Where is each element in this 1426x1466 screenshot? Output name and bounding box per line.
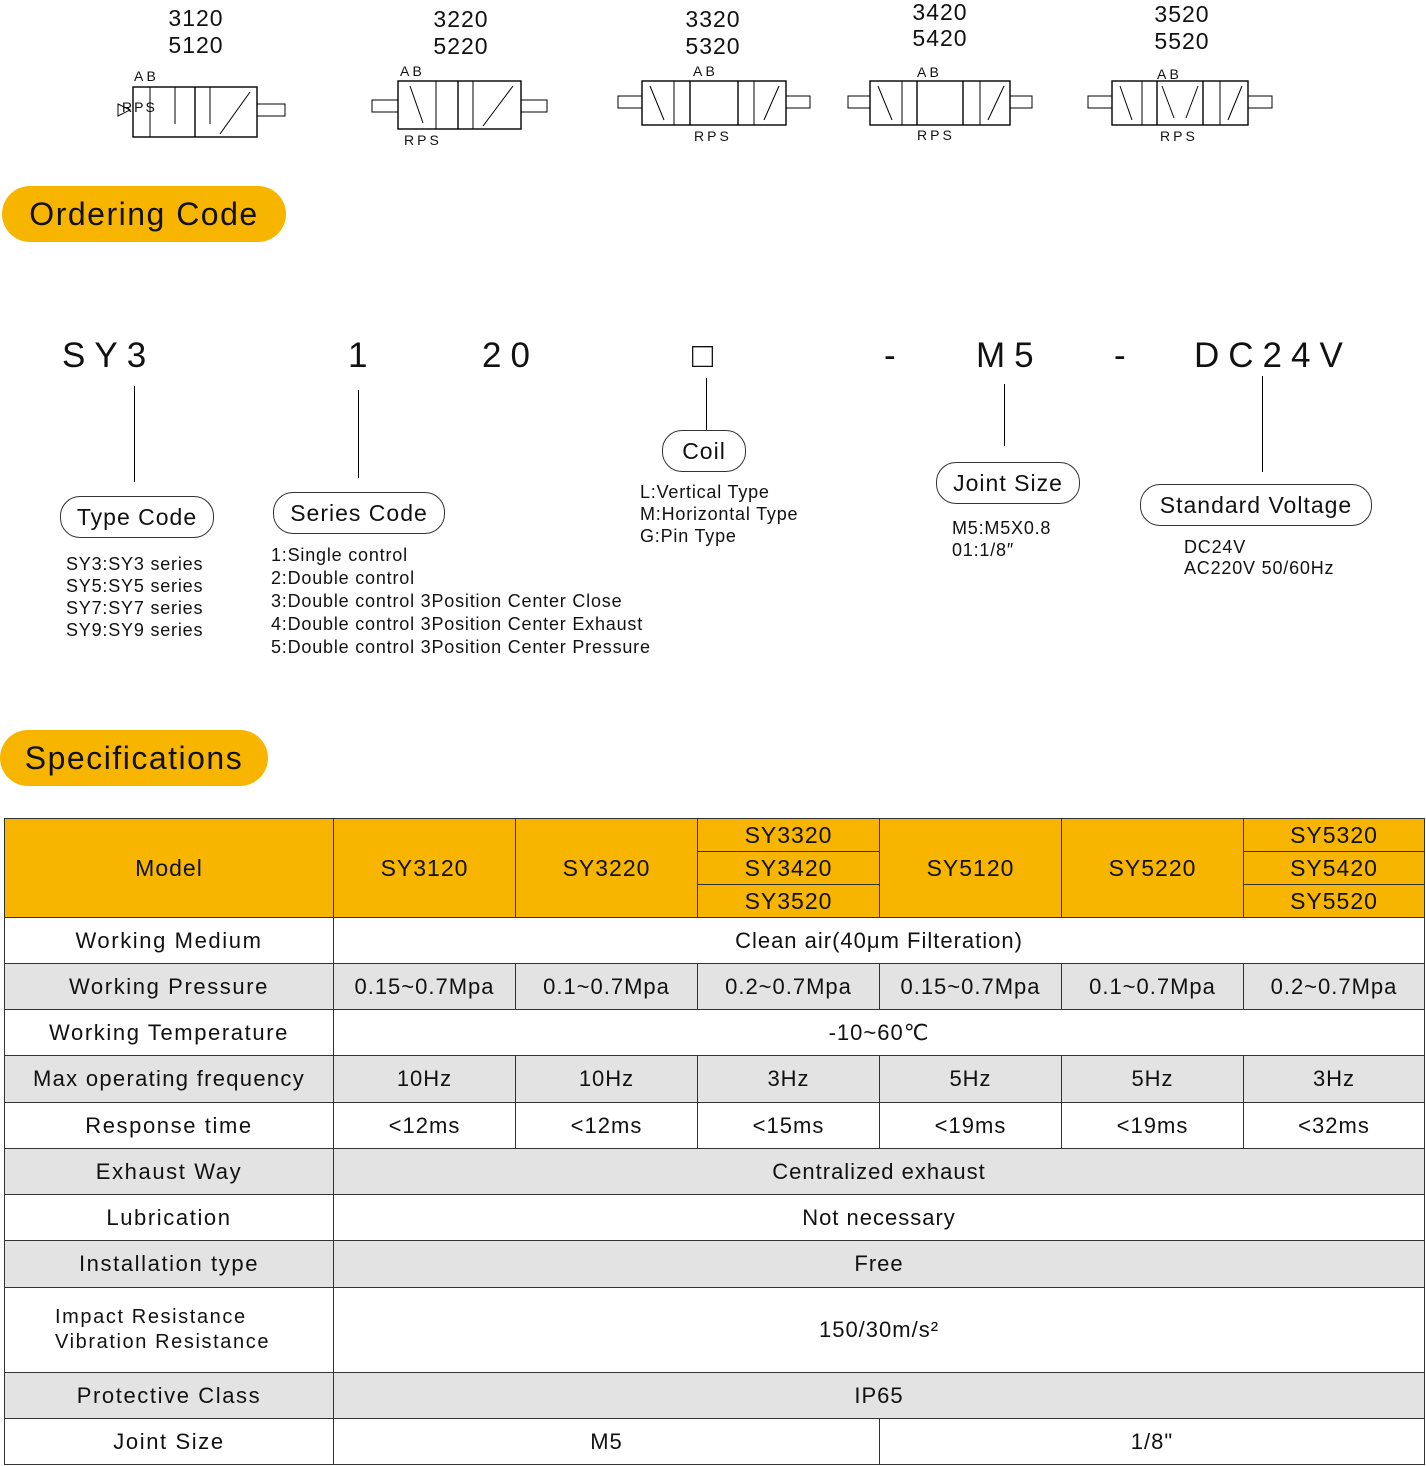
table-row bbox=[5, 918, 1425, 964]
model-cell: SY3520 bbox=[698, 885, 880, 918]
model-cell: SY5520 bbox=[1244, 885, 1425, 918]
coil-label: Coil bbox=[662, 430, 746, 472]
series-code-option: 3:Double control 3Position Center Close bbox=[271, 591, 623, 611]
series-code-option: 1:Single control bbox=[271, 545, 408, 565]
table-row bbox=[5, 1149, 1425, 1195]
row-value: 0.1~0.7Mpa bbox=[516, 964, 698, 1010]
row-value: 1/8" bbox=[880, 1419, 1425, 1465]
row-label: Response time bbox=[5, 1103, 334, 1149]
row-value: 10Hz bbox=[516, 1056, 698, 1103]
type-code-label: Type Code bbox=[60, 496, 214, 538]
type-code-options bbox=[66, 553, 203, 641]
connector-line bbox=[134, 386, 135, 482]
table-row bbox=[5, 1419, 1425, 1465]
port-labels-bottom: RPS bbox=[917, 127, 955, 143]
model-header: Model bbox=[5, 819, 334, 918]
standard-voltage-options bbox=[1184, 537, 1334, 579]
ordering-code-heading: Ordering Code bbox=[2, 186, 286, 242]
row-value: 5Hz bbox=[880, 1056, 1062, 1103]
standard-voltage-label: Standard Voltage bbox=[1140, 484, 1372, 526]
symbol-code-bottom: 5120 bbox=[168, 32, 224, 58]
port-labels-bottom: RPS bbox=[694, 128, 732, 144]
type-code-option: SY9:SY9 series bbox=[66, 620, 204, 640]
table-row bbox=[5, 1195, 1425, 1241]
code-part-dash-1: - bbox=[884, 336, 905, 375]
row-value: <12ms bbox=[334, 1103, 516, 1149]
specifications-heading: Specifications bbox=[0, 730, 268, 786]
symbol-code-top: 3120 bbox=[168, 5, 224, 31]
code-part-voltage: DC24V bbox=[1194, 336, 1352, 375]
model-cell: SY5320 bbox=[1244, 819, 1425, 852]
connector-line bbox=[358, 390, 359, 478]
row-label: Working Temperature bbox=[5, 1010, 334, 1056]
row-value: <15ms bbox=[698, 1103, 880, 1149]
model-cell: SY3420 bbox=[698, 852, 880, 885]
connector-line bbox=[1004, 384, 1005, 446]
joint-size-label: Joint Size bbox=[936, 462, 1080, 504]
row-value: 3Hz bbox=[698, 1056, 880, 1103]
row-value: 10Hz bbox=[334, 1056, 516, 1103]
coil-option: G:Pin Type bbox=[640, 526, 737, 546]
series-code-option: 4:Double control 3Position Center Exhaust bbox=[271, 614, 643, 634]
coil-options bbox=[640, 481, 798, 547]
row-label: Protective Class bbox=[5, 1373, 334, 1419]
vibration-label: Vibration Resistance bbox=[55, 1331, 271, 1353]
voltage-option: AC220V 50/60Hz bbox=[1184, 558, 1335, 578]
row-value: Not necessary bbox=[334, 1195, 1425, 1241]
model-cell: SY5220 bbox=[1062, 819, 1244, 918]
joint-size-option: M5:M5X0.8 bbox=[952, 518, 1052, 538]
row-value: <12ms bbox=[516, 1103, 698, 1149]
table-row bbox=[5, 1010, 1425, 1056]
connector-line bbox=[706, 378, 707, 430]
row-value: IP65 bbox=[334, 1373, 1425, 1419]
code-part-series: 1 bbox=[348, 336, 377, 375]
row-value: Clean air(40μm Filteration) bbox=[334, 918, 1425, 964]
symbol-code-bottom: 5420 bbox=[912, 25, 968, 51]
row-value: Free bbox=[334, 1241, 1425, 1288]
code-part-dash-2: - bbox=[1114, 336, 1135, 375]
model-cell: SY5420 bbox=[1244, 852, 1425, 885]
joint-size-option: 01:1/8″ bbox=[952, 540, 1015, 560]
valve-symbol-icon bbox=[1084, 78, 1276, 128]
port-labels-top: A B bbox=[134, 68, 156, 84]
row-value: 0.1~0.7Mpa bbox=[1062, 964, 1244, 1010]
row-value: <32ms bbox=[1244, 1103, 1425, 1149]
row-value: 150/30m/s² bbox=[334, 1288, 1425, 1373]
port-labels-top: A B bbox=[693, 63, 715, 79]
specifications-table bbox=[4, 818, 1425, 1465]
coil-option: M:Horizontal Type bbox=[640, 504, 799, 524]
model-cell: SY5120 bbox=[880, 819, 1062, 918]
valve-symbol-icon bbox=[110, 84, 290, 140]
port-labels-bottom: RPS bbox=[1160, 128, 1198, 144]
port-labels-bottom: RPS bbox=[122, 99, 157, 115]
code-part-20: 20 bbox=[482, 336, 539, 375]
row-label: Installation type bbox=[5, 1241, 334, 1288]
voltage-option: DC24V bbox=[1184, 537, 1247, 557]
row-label: Lubrication bbox=[5, 1195, 334, 1241]
row-value: 5Hz bbox=[1062, 1056, 1244, 1103]
row-label: Joint Size bbox=[5, 1419, 334, 1465]
table-row bbox=[5, 1288, 1425, 1373]
symbol-code-bottom: 5320 bbox=[685, 33, 741, 59]
row-value: <19ms bbox=[1062, 1103, 1244, 1149]
symbol-code-top: 3220 bbox=[433, 6, 489, 32]
port-labels-top: A B bbox=[1157, 66, 1179, 82]
series-code-option: 2:Double control bbox=[271, 568, 415, 588]
row-value: 0.15~0.7Mpa bbox=[880, 964, 1062, 1010]
model-cell: SY3220 bbox=[516, 819, 698, 918]
symbol-code-top: 3320 bbox=[685, 6, 741, 32]
coil-option: L:Vertical Type bbox=[640, 482, 770, 502]
symbol-code-top: 3420 bbox=[912, 0, 968, 25]
code-part-coil: □ bbox=[692, 336, 723, 375]
type-code-option: SY3:SY3 series bbox=[66, 554, 204, 574]
table-row bbox=[5, 1373, 1425, 1419]
model-cell: SY3120 bbox=[334, 819, 516, 918]
impact-label: Impact Resistance bbox=[55, 1306, 247, 1328]
table-row bbox=[5, 1103, 1425, 1149]
code-part-joint: M5 bbox=[976, 336, 1043, 375]
row-value: M5 bbox=[334, 1419, 880, 1465]
type-code-option: SY7:SY7 series bbox=[66, 598, 204, 618]
port-labels-top: A B bbox=[400, 63, 422, 79]
type-code-option: SY5:SY5 series bbox=[66, 576, 204, 596]
row-label: Working Pressure bbox=[5, 964, 334, 1010]
row-value: <19ms bbox=[880, 1103, 1062, 1149]
row-label: Max operating frequency bbox=[5, 1056, 334, 1103]
table-row bbox=[5, 964, 1425, 1010]
valve-symbol-icon bbox=[368, 78, 552, 132]
row-value: Centralized exhaust bbox=[334, 1149, 1425, 1195]
table-row bbox=[5, 819, 1425, 852]
row-label bbox=[5, 1288, 334, 1373]
port-labels-bottom: RPS bbox=[404, 132, 442, 148]
valve-symbol-icon bbox=[844, 78, 1036, 128]
valve-symbol-icon bbox=[614, 78, 814, 128]
row-label: Working Medium bbox=[5, 918, 334, 964]
code-part-type: SY3 bbox=[62, 336, 156, 375]
row-value: 3Hz bbox=[1244, 1056, 1425, 1103]
model-cell: SY3320 bbox=[698, 819, 880, 852]
connector-line bbox=[1262, 376, 1263, 472]
row-value: 0.2~0.7Mpa bbox=[698, 964, 880, 1010]
table-row bbox=[5, 1056, 1425, 1103]
row-value: 0.2~0.7Mpa bbox=[1244, 964, 1425, 1010]
row-value: 0.15~0.7Mpa bbox=[334, 964, 516, 1010]
row-value: -10~60℃ bbox=[334, 1010, 1425, 1056]
joint-size-options bbox=[952, 517, 1051, 561]
symbol-code-bottom: 5520 bbox=[1154, 28, 1210, 54]
series-code-option: 5:Double control 3Position Center Pressure bbox=[271, 637, 651, 657]
row-label: Exhaust Way bbox=[5, 1149, 334, 1195]
symbol-code-bottom: 5220 bbox=[433, 33, 489, 59]
port-labels-top: A B bbox=[917, 64, 939, 80]
series-code-label: Series Code bbox=[273, 492, 445, 534]
series-code-options bbox=[271, 544, 651, 659]
table-row bbox=[5, 1241, 1425, 1288]
symbol-code-top: 3520 bbox=[1154, 1, 1210, 27]
